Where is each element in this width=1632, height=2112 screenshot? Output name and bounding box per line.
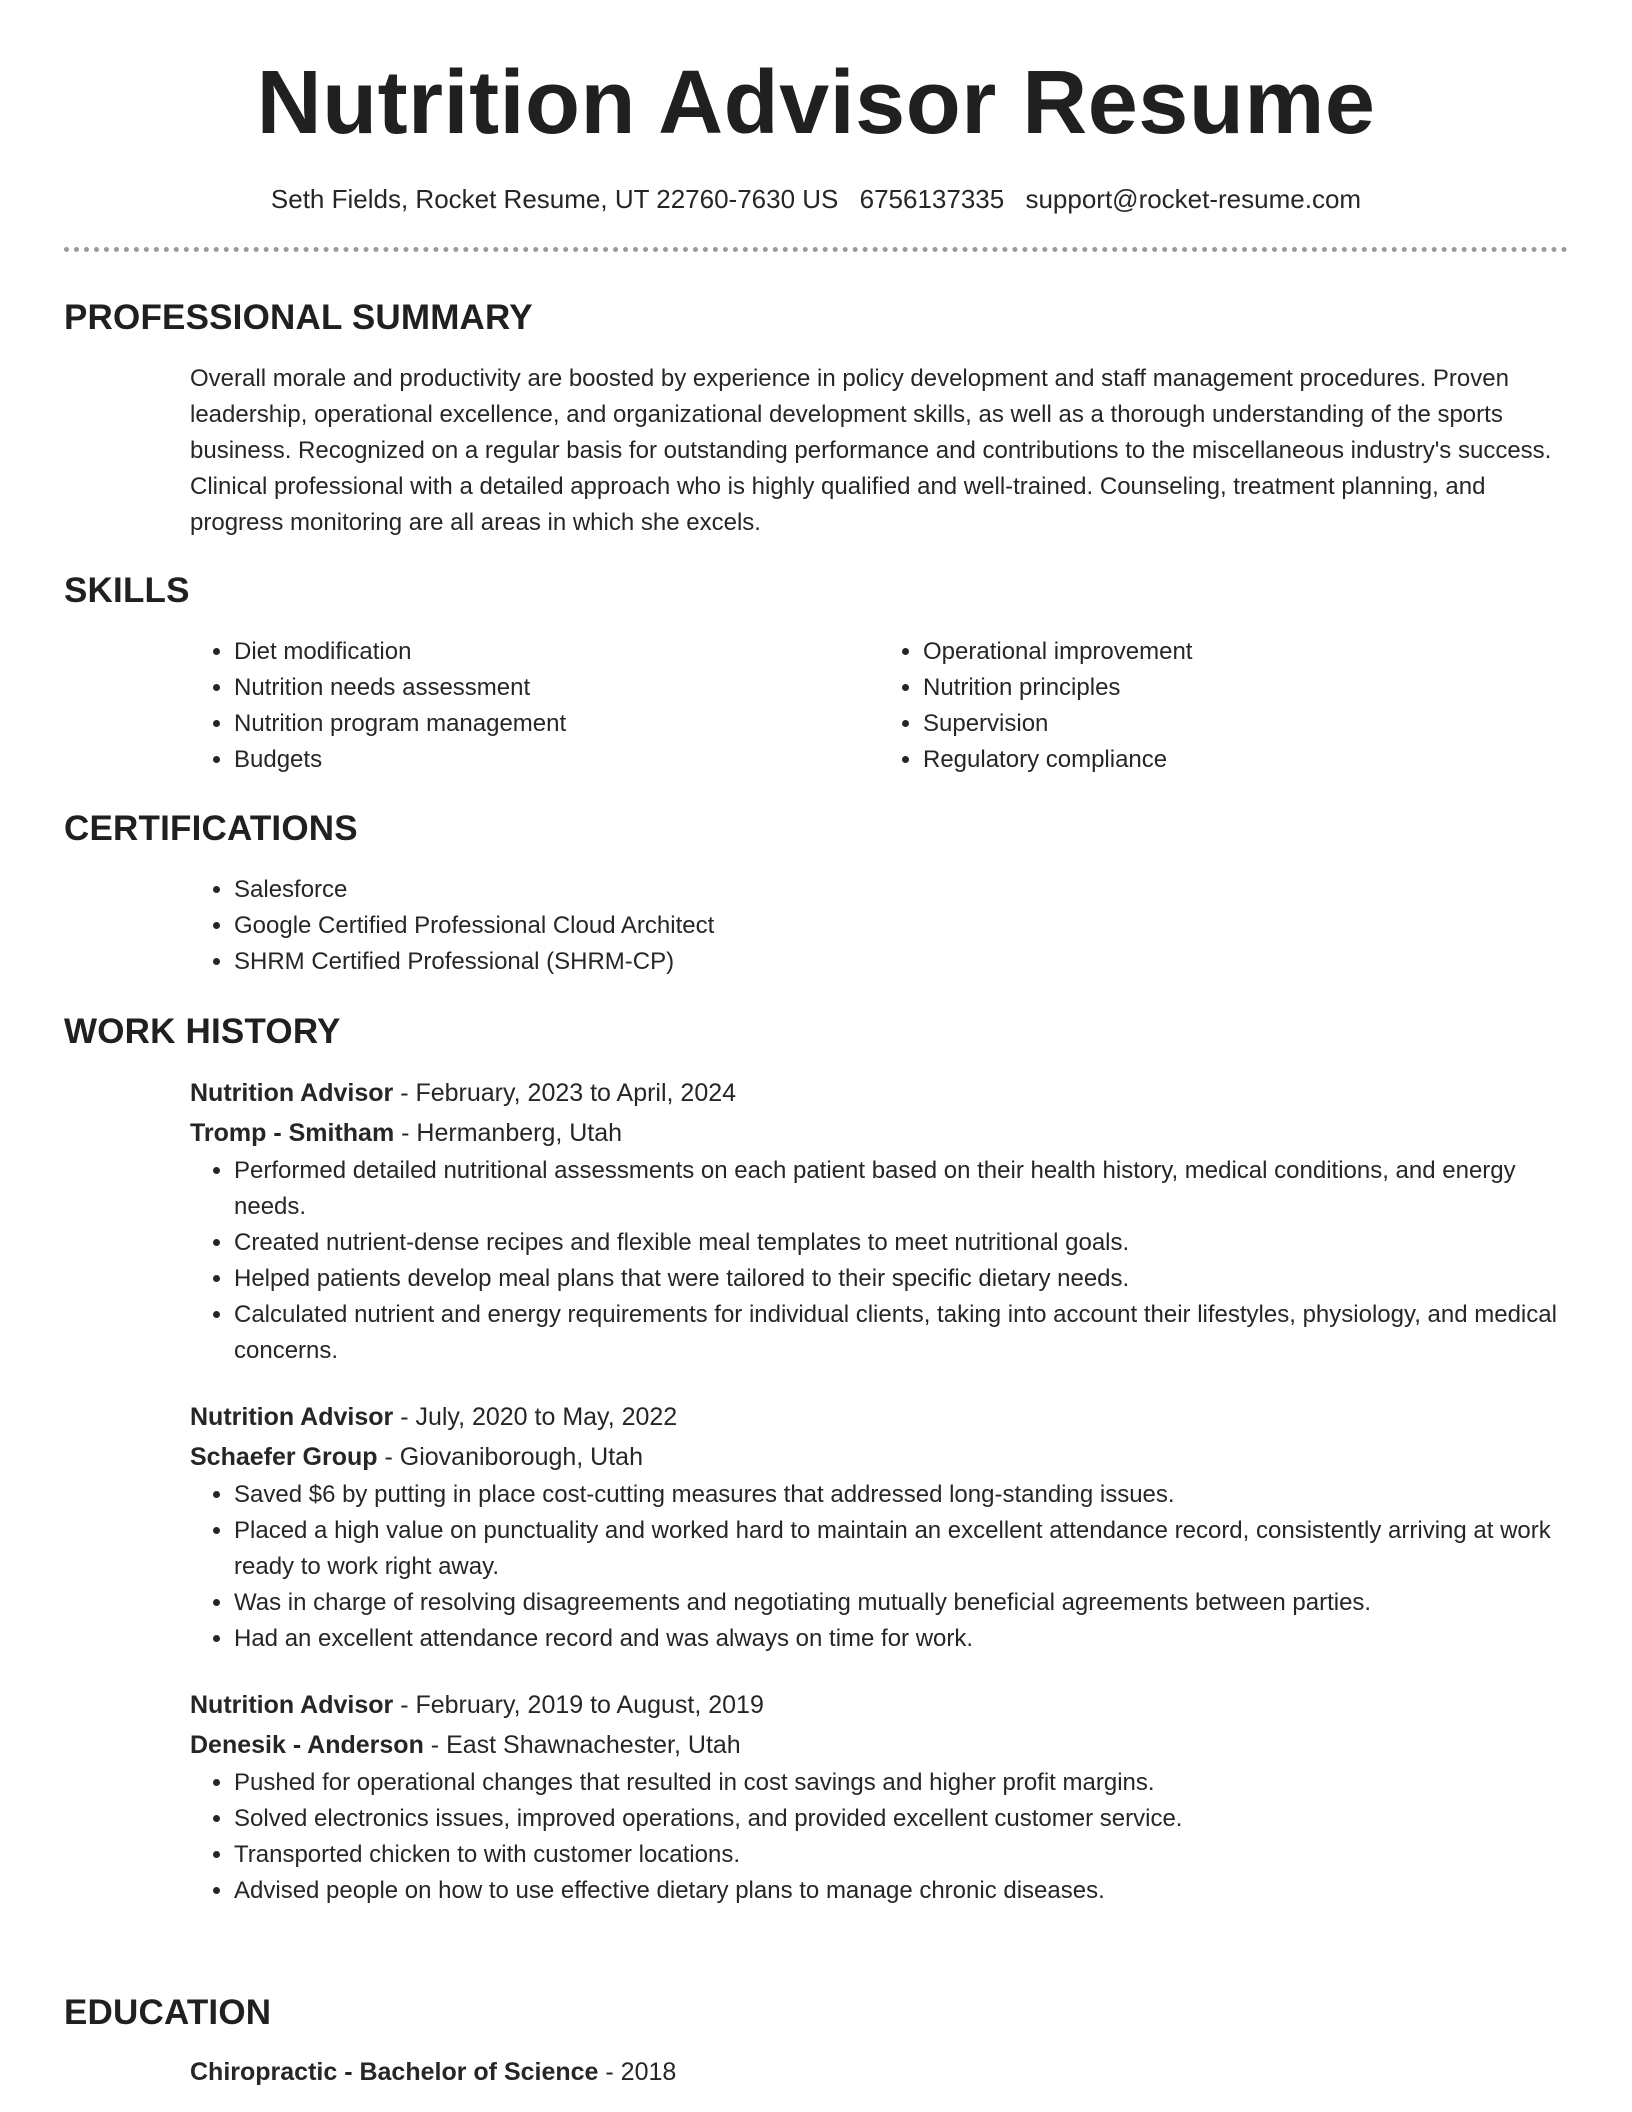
job-bullets bbox=[190, 1477, 1568, 1657]
job-title: Nutrition Advisor bbox=[190, 1079, 394, 1107]
skills-list-left bbox=[190, 634, 879, 778]
section-education bbox=[64, 1995, 1568, 2092]
job-company-line bbox=[190, 1725, 1568, 1765]
job-title: Nutrition Advisor bbox=[190, 1403, 394, 1431]
section-heading-education: EDUCATION bbox=[64, 1993, 272, 2032]
job-company-line bbox=[190, 1113, 1568, 1153]
job-bullet: • Advised people on how to use effective dietary plans to manage chronic diseases. bbox=[234, 1873, 1568, 1909]
job-location: - Hermanberg, Utah bbox=[394, 1119, 623, 1147]
section-skills bbox=[64, 573, 1568, 778]
contact-email[interactable]: support@rocket-resume.com bbox=[1025, 184, 1362, 214]
job-title-line bbox=[190, 1685, 1568, 1725]
skill-item: • Diet modification bbox=[234, 634, 879, 670]
certification-item: • SHRM Certified Professional (SHRM-CP) bbox=[234, 944, 1568, 980]
skill-item: • Budgets bbox=[234, 742, 879, 778]
skill-item: • Nutrition program management bbox=[234, 706, 879, 742]
job-bullet: • Had an excellent attendance record and was always on time for work. bbox=[234, 1621, 1568, 1657]
contact-phone: 6756137335 bbox=[859, 184, 1005, 214]
section-heading-certifications: CERTIFICATIONS bbox=[64, 809, 358, 848]
job-company: Schaefer Group bbox=[190, 1443, 378, 1471]
skill-item: • Nutrition needs assessment bbox=[234, 670, 879, 706]
job-bullet: • Performed detailed nutritional assessments on each patient based on their health history, medical conditions, and energy needs. bbox=[234, 1153, 1568, 1225]
certification-item: • Google Certified Professional Cloud Architect bbox=[234, 908, 1568, 944]
certifications-list bbox=[190, 872, 1568, 980]
job-bullet: • Helped patients develop meal plans that were tailored to their specific dietary needs. bbox=[234, 1261, 1568, 1297]
skills-list-right bbox=[879, 634, 1568, 778]
job-bullet: • Was in charge of resolving disagreements and negotiating mutually beneficial agreements between parties. bbox=[234, 1585, 1568, 1621]
education-year: - 2018 bbox=[598, 2058, 677, 2086]
job-title-line bbox=[190, 1397, 1568, 1437]
education-entry bbox=[190, 2052, 1568, 2092]
skill-item: • Regulatory compliance bbox=[923, 742, 1568, 778]
job-entry bbox=[190, 1685, 1568, 1909]
skill-item: • Operational improvement bbox=[923, 634, 1568, 670]
certification-item: • Salesforce bbox=[234, 872, 1568, 908]
job-bullet: • Solved electronics issues, improved operations, and provided excellent customer service. bbox=[234, 1801, 1568, 1837]
job-bullet: • Pushed for operational changes that resulted in cost savings and higher profit margins. bbox=[234, 1765, 1568, 1801]
section-heading-skills: SKILLS bbox=[64, 571, 190, 610]
job-company: Tromp - Smitham bbox=[190, 1119, 395, 1147]
job-bullet: • Created nutrient-dense recipes and flexible meal templates to meet nutritional goals. bbox=[234, 1225, 1568, 1261]
job-entry bbox=[190, 1397, 1568, 1657]
header-divider bbox=[64, 247, 1568, 252]
job-entry bbox=[190, 1073, 1568, 1369]
job-location: - East Shawnachester, Utah bbox=[423, 1731, 741, 1759]
job-dates: - February, 2023 to April, 2024 bbox=[393, 1079, 737, 1107]
job-bullets bbox=[190, 1765, 1568, 1909]
job-title-line bbox=[190, 1073, 1568, 1113]
contact-line bbox=[64, 184, 1568, 215]
contact-address: Seth Fields, Rocket Resume, UT 22760-7630 US bbox=[270, 184, 839, 214]
job-dates: - February, 2019 to August, 2019 bbox=[393, 1691, 764, 1719]
job-title: Nutrition Advisor bbox=[190, 1691, 394, 1719]
education-degree: Chiropractic - Bachelor of Science bbox=[190, 2058, 599, 2086]
job-dates: - July, 2020 to May, 2022 bbox=[393, 1403, 678, 1431]
section-work-history bbox=[64, 1014, 1568, 1909]
job-bullet: • Placed a high value on punctuality and worked hard to maintain an excellent attendance record, consistently arriving at work ready to work right away. bbox=[234, 1513, 1568, 1585]
skill-item: • Nutrition principles bbox=[923, 670, 1568, 706]
skill-item: • Supervision bbox=[923, 706, 1568, 742]
job-company-line bbox=[190, 1437, 1568, 1477]
page-title: Nutrition Advisor Resume bbox=[256, 53, 1376, 153]
job-company: Denesik - Anderson bbox=[190, 1731, 424, 1759]
section-heading-work-history: WORK HISTORY bbox=[64, 1012, 341, 1051]
section-heading-summary: PROFESSIONAL SUMMARY bbox=[64, 298, 533, 337]
job-bullets bbox=[190, 1153, 1568, 1369]
section-professional-summary bbox=[64, 300, 1568, 541]
job-bullet: • Calculated nutrient and energy requirements for individual clients, taking into account their lifestyles, physiology, and medical concerns. bbox=[234, 1297, 1568, 1369]
section-certifications bbox=[64, 811, 1568, 980]
summary-text: Overall morale and productivity are boosted by experience in policy development and staff management procedures. Proven leadership, operational excellence, and organizational development skills, as well as a thorough understanding of the sports business. Recognized on a regular basis for outstanding performance and contributions to the miscellaneous industry's success. Clinical professional with a detailed approach who is highly qualified and well-trained. Counseling, treatment planning, and progress monitoring are all areas in which she excels. bbox=[190, 365, 1552, 536]
job-bullet: • Transported chicken to with customer locations. bbox=[234, 1837, 1568, 1873]
job-location: - Giovaniborough, Utah bbox=[377, 1443, 643, 1471]
job-bullet: • Saved $6 by putting in place cost-cutting measures that addressed long-standing issues. bbox=[234, 1477, 1568, 1513]
